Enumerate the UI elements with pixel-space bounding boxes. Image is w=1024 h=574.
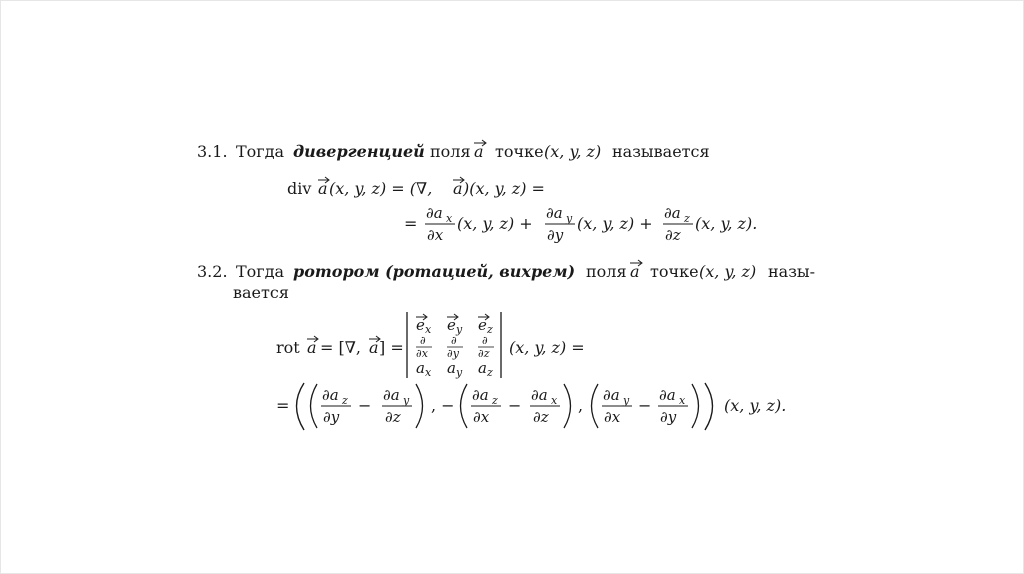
args-1: (x, y, z) + — [457, 214, 533, 233]
matrix-partial-den: ∂y — [447, 347, 459, 360]
matrix-partial-den: ∂x — [416, 347, 428, 360]
vector-a: a — [630, 262, 640, 281]
coords: (x, y, z) — [544, 142, 602, 161]
comp3-den1: ∂x — [604, 408, 621, 426]
matrix-cell-sub: z — [487, 366, 493, 379]
frac-den-x: ∂x — [427, 226, 444, 244]
matrix-cell: e — [416, 316, 425, 334]
matrix-cell: a — [416, 359, 425, 377]
matrix-row-3 — [416, 359, 493, 379]
text-tochke: точке — [495, 142, 544, 161]
frac-num-sub-z: z — [684, 212, 690, 225]
text-polya: поля — [430, 142, 471, 161]
section-number: 3.1. — [197, 142, 228, 161]
comp1-num2: ∂a — [383, 386, 400, 404]
rot-args-final: (x, y, z). — [724, 396, 787, 415]
equals-sign: = — [404, 214, 418, 233]
section-3-1 — [197, 140, 757, 244]
coords: (x, y, z) — [699, 262, 757, 281]
vector-a: a — [474, 142, 484, 161]
comp2-num1-sub: z — [492, 394, 498, 407]
rot-operator: rot — [276, 338, 300, 357]
comp3-num2: ∂a — [659, 386, 676, 404]
frac-den-z: ∂z — [665, 226, 681, 244]
paren-left — [311, 384, 318, 428]
matrix-cell: e — [478, 316, 487, 334]
rot-eq1-end: ] = — [379, 338, 404, 357]
text-vaetsya: вается — [233, 283, 289, 302]
section-number: 3.2. — [197, 262, 228, 281]
matrix-cell-sub: x — [425, 323, 432, 336]
div-args-end: )(x, y, z) = — [463, 179, 545, 198]
matrix-partial-num: ∂ — [420, 334, 426, 347]
matrix-cell-sub: y — [456, 323, 463, 336]
matrix-row-2 — [416, 334, 494, 360]
text-polya: поля — [586, 262, 627, 281]
term-rotor: ротором (ротацией, вихрем) — [293, 262, 576, 281]
comp3-minus: − — [638, 396, 652, 415]
term-divergence: дивергенцией — [293, 142, 425, 161]
comp1-num1: ∂a — [322, 386, 339, 404]
div-vector-a: a — [318, 179, 328, 198]
div-operator: div — [287, 179, 312, 198]
comp3-num1: ∂a — [603, 386, 620, 404]
text-togda: Тогда — [236, 262, 285, 281]
comp1-minus: − — [358, 396, 372, 415]
text-nazyvaetsya: называется — [612, 142, 710, 161]
args-3: (x, y, z). — [695, 214, 758, 233]
frac-den-y: ∂y — [547, 226, 564, 244]
matrix-partial-den: ∂z — [478, 347, 490, 360]
comp1-num2-sub: y — [403, 394, 410, 407]
rot-args: (x, y, z) = — [509, 338, 585, 357]
paren-right — [416, 384, 423, 428]
comp2-num2: ∂a — [531, 386, 548, 404]
sep-1: , − — [431, 396, 455, 415]
text-togda: Тогда — [236, 142, 285, 161]
args-2: (x, y, z) + — [577, 214, 653, 233]
paren-left-outer — [297, 383, 305, 430]
comp2-den2: ∂z — [533, 408, 549, 426]
paren-left — [461, 384, 468, 428]
frac-num-x: ∂a — [426, 204, 443, 222]
comp1-den1: ∂y — [323, 408, 340, 426]
comp2-minus: − — [508, 396, 522, 415]
section-3-2 — [197, 260, 815, 430]
matrix-cell-sub: x — [425, 366, 432, 379]
paren-right — [564, 384, 571, 428]
paren-right — [692, 384, 699, 428]
matrix-cell: a — [447, 359, 456, 377]
matrix-partial-num: ∂ — [482, 334, 488, 347]
comp1-den2: ∂z — [385, 408, 401, 426]
matrix-cell: e — [447, 316, 456, 334]
text-nazy: назы- — [768, 262, 816, 281]
frac-num-sub-x: x — [446, 212, 453, 225]
rot-vector-a2: a — [369, 338, 379, 357]
paren-left — [592, 384, 599, 428]
frac-num-z: ∂a — [664, 204, 681, 222]
rot-vector-a: a — [307, 338, 317, 357]
text-tochke: точке — [650, 262, 699, 281]
comp1-num1-sub: z — [342, 394, 348, 407]
matrix-cell: a — [478, 359, 487, 377]
comp3-den2: ∂y — [660, 408, 677, 426]
frac-num-sub-y: y — [566, 212, 573, 225]
div-args: (x, y, z) = (∇, — [329, 179, 433, 198]
comp2-den1: ∂x — [473, 408, 490, 426]
div-vector-a2: a — [453, 179, 463, 198]
comp3-num2-sub: x — [679, 394, 686, 407]
rot-eq1: = [∇, — [320, 338, 361, 357]
paren-right-outer — [705, 383, 713, 430]
matrix-cell-sub: z — [487, 323, 493, 336]
comp3-num1-sub: y — [623, 394, 630, 407]
comp2-num1: ∂a — [472, 386, 489, 404]
matrix-partial-num: ∂ — [451, 334, 457, 347]
matrix-cell-sub: y — [456, 366, 463, 379]
equals-sign: = — [276, 396, 290, 415]
matrix-row-1 — [416, 314, 493, 336]
frac-num-y: ∂a — [546, 204, 563, 222]
comp2-num2-sub: x — [551, 394, 558, 407]
sep-2: , — [578, 396, 584, 415]
